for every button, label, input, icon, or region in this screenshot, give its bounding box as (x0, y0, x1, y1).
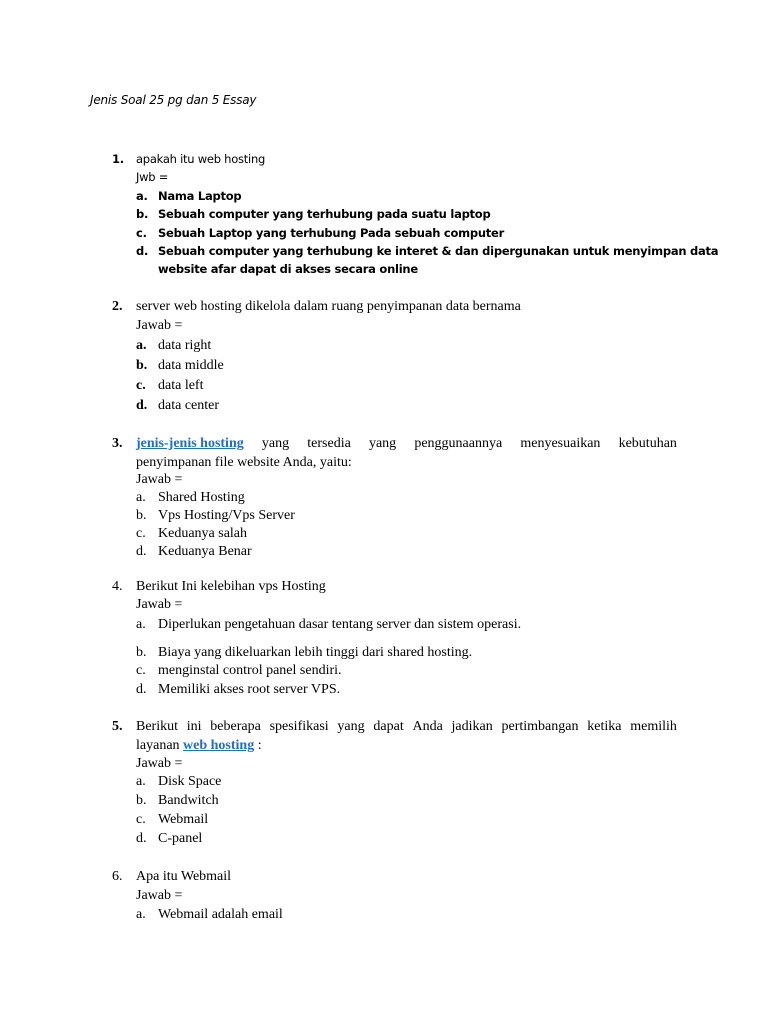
word: dapat (373, 719, 404, 734)
line-suffix: : (257, 738, 262, 753)
option-text: Keduanya Benar (158, 544, 252, 559)
web-hosting-link[interactable]: web hosting (183, 738, 255, 753)
option-letter: b. (136, 645, 147, 660)
option-letter: c. (136, 663, 146, 678)
word: yang (261, 436, 290, 451)
option-letter: d. (136, 398, 148, 413)
option-letter: a. (136, 490, 146, 505)
option-text: data middle (158, 358, 224, 373)
word: menyesuaikan (520, 436, 601, 451)
option-letter: d. (136, 544, 147, 559)
word: yang (337, 719, 365, 734)
option-letter: d. (136, 831, 147, 846)
option-text: Sebuah Laptop yang terhubung Pada sebuah computer (158, 226, 504, 240)
answer-label: Jawab = (136, 756, 183, 771)
question-number: 1. (112, 152, 124, 166)
question-text: server web hosting dikelola dalam ruang penyimpanan data bernama (136, 299, 521, 314)
question-text-line-1 (136, 436, 677, 452)
option-letter: c. (136, 812, 146, 827)
question-number: 4. (112, 579, 123, 594)
option-text-continued: website afar dapat di akses secara online (158, 262, 418, 276)
question-text-line-1 (136, 719, 677, 735)
answer-label: Jawab = (136, 472, 183, 487)
option-text: Webmail (158, 812, 209, 827)
option-text: Nama Laptop (158, 189, 242, 203)
option-letter: d. (136, 682, 147, 697)
option-letter: a. (136, 338, 147, 353)
option-letter: b. (136, 207, 149, 221)
question-text: Berikut Ini kelebihan vps Hosting (136, 579, 326, 594)
option-text: Shared Hosting (158, 490, 245, 505)
question-text-line-2: penyimpanan file website Anda, yaitu: (136, 455, 352, 470)
option-text: menginstal control panel sendiri. (158, 663, 342, 678)
option-text: data left (158, 378, 204, 393)
answer-label: Jawab = (136, 597, 183, 612)
option-letter: a. (136, 774, 146, 789)
word: beberapa (210, 719, 261, 734)
option-text: Keduanya salah (158, 526, 248, 541)
option-letter: c. (136, 526, 146, 541)
option-letter: a. (136, 907, 146, 922)
question-number: 2. (112, 299, 123, 314)
option-text: Diperlukan pengetahuan dasar tentang server dan sistem operasi. (158, 617, 522, 632)
option-letter: b. (136, 508, 147, 523)
word: jadikan (451, 719, 493, 734)
word: Berikut (136, 719, 178, 734)
option-letter: a. (136, 617, 146, 632)
option-text: Webmail adalah email (158, 907, 283, 922)
question-number: 6. (112, 869, 123, 884)
word: tersedia (307, 436, 351, 451)
word: spesifikasi (269, 719, 329, 734)
word: memilih (630, 719, 677, 734)
option-text: data center (158, 398, 220, 413)
option-letter: b. (136, 793, 147, 808)
line-prefix: layanan (136, 738, 180, 753)
word: kebutuhan (618, 436, 677, 451)
question-text: apakah itu web hosting (136, 152, 266, 166)
option-text: data right (158, 338, 212, 353)
question-number: 3. (112, 436, 123, 451)
document-title: Jenis Soal 25 pg dan 5 Essay (90, 93, 257, 107)
word: Anda (412, 719, 443, 734)
jenis-hosting-link[interactable]: jenis-jenis hosting (136, 436, 244, 451)
question-text: Apa itu Webmail (136, 869, 232, 884)
word: pertimbangan (501, 719, 579, 734)
option-text: Disk Space (158, 774, 222, 789)
option-text: Sebuah computer yang terhubung pada suatu laptop (158, 207, 491, 221)
option-letter: c. (136, 378, 146, 393)
answer-label: Jawab = (136, 318, 183, 333)
word: ini (186, 719, 202, 734)
word: ketika (587, 719, 622, 734)
word: yang (368, 436, 397, 451)
option-text: C-panel (158, 831, 203, 846)
option-text: Sebuah computer yang terhubung ke interet & dan dipergunakan untuk menyimpan data (158, 244, 719, 258)
option-text: Biaya yang dikeluarkan lebih tinggi dari shared hosting. (158, 645, 473, 660)
option-letter: a. (136, 189, 148, 203)
answer-label: Jwb = (136, 170, 169, 184)
option-letter: b. (136, 358, 148, 373)
option-letter: c. (136, 226, 147, 240)
word: penggunaannya (414, 436, 503, 451)
answer-label: Jawab = (136, 888, 183, 903)
question-number: 5. (112, 719, 123, 734)
option-text: Vps Hosting/Vps Server (158, 508, 295, 523)
question-text-line-2 (136, 738, 262, 754)
option-text: Bandwitch (158, 793, 219, 808)
option-text: Memiliki akses root server VPS. (158, 682, 341, 697)
option-letter: d. (136, 244, 149, 258)
